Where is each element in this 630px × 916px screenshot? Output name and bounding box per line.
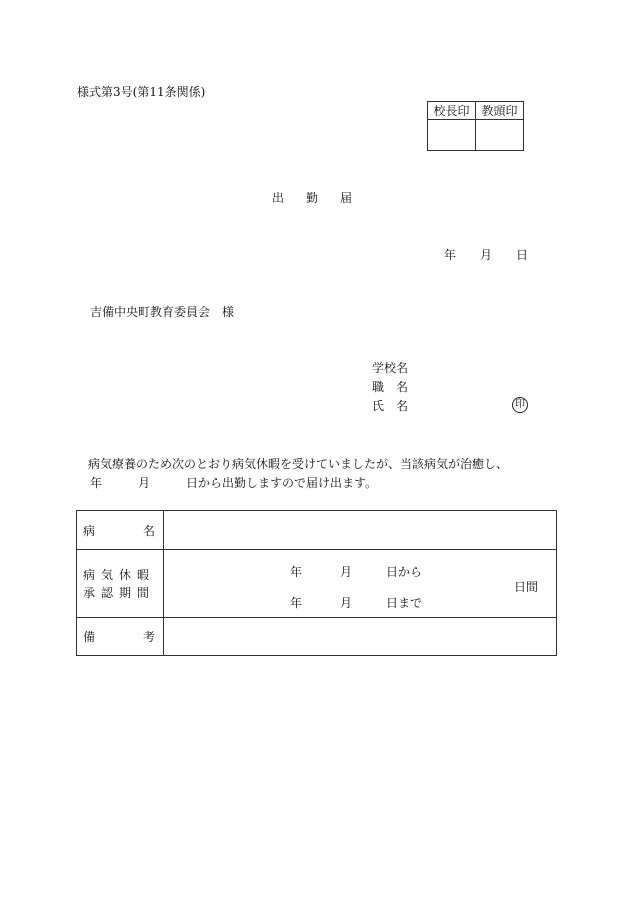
date-month: 月 (480, 248, 493, 262)
body-text (88, 455, 508, 493)
to-year: 年 (290, 595, 303, 610)
vice-principal-stamp-area[interactable] (476, 120, 524, 151)
period-from[interactable] (290, 563, 422, 580)
to-month: 月 (340, 595, 353, 610)
form-number: 様式第3号(第11条関係) (77, 85, 206, 99)
remarks-input-cell[interactable] (164, 618, 557, 656)
period-to[interactable] (290, 594, 422, 611)
date-day: 日 (516, 248, 529, 262)
leave-label-line-2: 承認期間 (83, 585, 156, 600)
position-row[interactable] (372, 380, 532, 399)
illness-input-cell[interactable] (164, 511, 557, 550)
return-month: 月 (138, 476, 151, 490)
vice-principal-stamp-label: 教頭印 (476, 102, 524, 120)
illness-label: 病 名 (83, 523, 155, 538)
remarks-label-cell (77, 618, 164, 656)
return-year: 年 (90, 476, 103, 490)
name-label: 氏 名 (372, 399, 409, 413)
to-day: 日まで (386, 595, 423, 610)
leave-period-cell[interactable] (164, 550, 557, 618)
date-year: 年 (444, 248, 457, 262)
leave-period-label-cell (77, 550, 164, 618)
school-name-row[interactable] (372, 361, 532, 380)
body-line-2[interactable] (90, 474, 508, 493)
addressee: 吉備中央町教育委員会 様 (90, 305, 235, 319)
from-day: 日から (386, 564, 423, 579)
from-month: 月 (340, 564, 353, 579)
position-label: 職 名 (372, 380, 409, 394)
name-row[interactable] (372, 399, 532, 418)
principal-stamp-label: 校長印 (428, 102, 476, 120)
sender-block (372, 361, 532, 418)
from-year: 年 (290, 564, 303, 579)
days-count-label: 日間 (513, 579, 538, 594)
return-day-text: 日から出勤しますので届け出ます。 (186, 476, 378, 490)
body-line-1: 病気療養のため次のとおり病気休暇を受けていましたが、当該病気が治癒し、 (88, 457, 509, 471)
leave-details-table (76, 510, 557, 656)
illness-label-cell (77, 511, 164, 550)
school-name-label: 学校名 (372, 361, 409, 375)
submission-date[interactable] (444, 249, 528, 261)
document-title: 出勤届 (272, 191, 375, 205)
leave-label-line-1: 病気休暇 (83, 567, 156, 582)
approval-stamp-box (427, 101, 524, 151)
remarks-label: 備 考 (83, 630, 155, 644)
principal-stamp-area[interactable] (428, 120, 476, 151)
seal-icon: 印 (512, 397, 528, 413)
